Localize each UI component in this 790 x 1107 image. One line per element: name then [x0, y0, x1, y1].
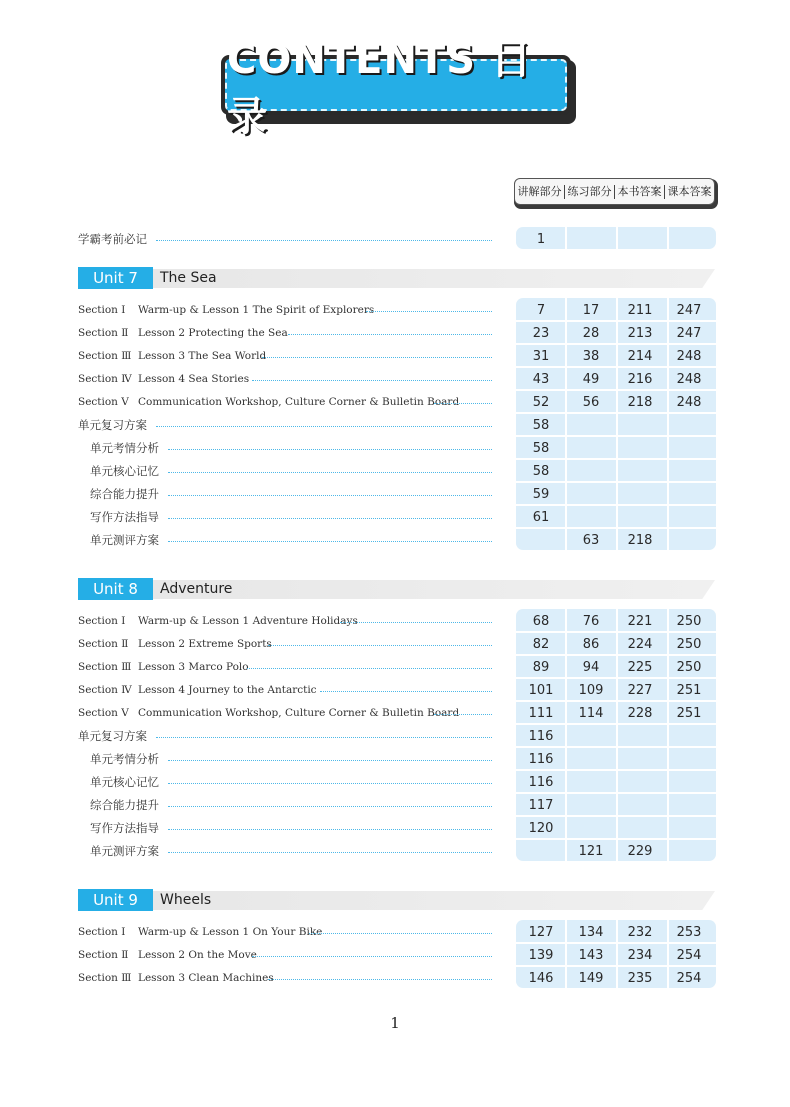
page-number-cell: 86: [582, 637, 600, 652]
section-title: Lesson 4 Sea Stories: [138, 373, 250, 385]
page-title: CONTENTS 目录: [227, 37, 532, 140]
page-number-cell: 121: [578, 844, 604, 859]
page-number-cell: 17: [582, 303, 600, 318]
page-number-cell: 227: [627, 683, 653, 698]
page-number-cell: 52: [532, 395, 550, 410]
section-number: Section Ⅱ: [78, 949, 129, 961]
leader-dots: [168, 806, 492, 807]
leader-dots: [168, 783, 492, 784]
page-number-cell: 250: [676, 660, 702, 675]
page-number-cell: 116: [528, 775, 554, 790]
toc-label: [78, 727, 147, 745]
page-number-cell: 235: [627, 971, 653, 986]
unit-tag: Unit 9: [78, 889, 153, 911]
page-number-cell: 1: [536, 232, 546, 247]
page-number-cell: 82: [532, 637, 550, 652]
toc-entry-label: 单元核心记忆: [90, 464, 159, 478]
leader-dots: [288, 334, 492, 335]
toc-label: [90, 508, 159, 526]
section-number: Section Ⅲ: [78, 350, 132, 362]
page-number-cell: 216: [627, 372, 653, 387]
unit-title: Adventure: [160, 581, 233, 597]
section-title: Communication Workshop, Culture Corner & Bulletin Board: [138, 396, 460, 408]
page-number-cell: 250: [676, 637, 702, 652]
page-number-cell: 59: [532, 487, 550, 502]
column-header: 练习部分: [565, 185, 615, 199]
section-title: Lesson 2 Extreme Sports: [138, 638, 272, 650]
toc-entry-label: 单元复习方案: [78, 729, 147, 743]
page-number-cell: 116: [528, 752, 554, 767]
leader-dots: [309, 933, 492, 934]
section-entry: [78, 923, 322, 941]
toc-entry-label: 综合能力提升: [90, 487, 159, 501]
toc-label: [90, 750, 159, 768]
toc-entry-label: 写作方法指导: [90, 510, 159, 524]
section-entry: [78, 635, 272, 653]
leader-dots: [168, 760, 492, 761]
section-number: Section Ⅱ: [78, 638, 129, 650]
section-title: Communication Workshop, Culture Corner & Bulletin Board: [138, 707, 460, 719]
leader-dots: [434, 714, 492, 715]
page-number-cell: 134: [578, 925, 604, 940]
section-number: Section Ⅰ: [78, 615, 126, 627]
section-entry: [78, 612, 358, 630]
page-number-cell: 89: [532, 660, 550, 675]
page-number-cell: 58: [532, 441, 550, 456]
section-entry: [78, 946, 257, 964]
leader-dots: [268, 979, 492, 980]
page-number-cell: 229: [627, 844, 653, 859]
page-number-cell: 7: [536, 303, 546, 318]
section-entry: [78, 301, 374, 319]
page-number-cell: 214: [627, 349, 653, 364]
toc-label: [78, 230, 147, 248]
page-number-cell: 114: [578, 706, 604, 721]
section-title: Lesson 2 On the Move: [138, 949, 257, 961]
page-number-cell: 143: [578, 948, 604, 963]
page-number-cell: 224: [627, 637, 653, 652]
section-entry: [78, 370, 249, 388]
page-number-cell: 225: [627, 660, 653, 675]
column-headers: [514, 178, 715, 205]
toc-entry-label: 写作方法指导: [90, 821, 159, 835]
page-number-cell: 43: [532, 372, 550, 387]
toc-entry-label: 综合能力提升: [90, 798, 159, 812]
leader-dots: [434, 403, 492, 404]
page-number-cell: 213: [627, 326, 653, 341]
section-title: Warm-up & Lesson 1 The Spirit of Explorers: [138, 304, 375, 316]
section-title: Warm-up & Lesson 1 Adventure Holidays: [138, 615, 358, 627]
toc-label: [90, 796, 159, 814]
page-number-cell: 218: [627, 395, 653, 410]
section-title: Lesson 4 Journey to the Antarctic: [138, 684, 317, 696]
section-title: Lesson 3 Marco Polo: [138, 661, 249, 673]
section-title: Lesson 2 Protecting the Sea: [138, 327, 288, 339]
page-number-cell: 254: [676, 948, 702, 963]
toc-label: [90, 462, 159, 480]
page-number-cell: 149: [578, 971, 604, 986]
page-number-cell: 23: [532, 326, 550, 341]
leader-dots: [168, 518, 492, 519]
leader-dots: [156, 240, 492, 241]
unit-title: Wheels: [160, 892, 212, 908]
leader-dots: [252, 956, 492, 957]
page-number-cell: 111: [528, 706, 554, 721]
page-number-cell: 117: [528, 798, 554, 813]
page-number-cell: 61: [532, 510, 550, 525]
toc-label: [90, 773, 159, 791]
page-number-cell: 28: [582, 326, 600, 341]
column-header: 课本答案: [667, 184, 712, 198]
page-number-cell: 251: [676, 683, 702, 698]
unit-tag: Unit 8: [78, 578, 153, 600]
page-number-cell: 211: [627, 303, 653, 318]
toc-entry-label: 单元测评方案: [90, 844, 159, 858]
section-number: Section Ⅴ: [78, 396, 129, 408]
page-number-cell: 254: [676, 971, 702, 986]
toc-entry-label: 单元复习方案: [78, 418, 147, 432]
page-number-cell: 94: [582, 660, 600, 675]
leader-dots: [156, 426, 492, 427]
section-number: Section Ⅳ: [78, 684, 132, 696]
page-number-cell: 247: [676, 303, 702, 318]
leader-dots: [366, 311, 492, 312]
leader-dots: [168, 495, 492, 496]
toc-label: [90, 842, 159, 860]
page-number-cell: 218: [627, 533, 653, 548]
leader-dots: [168, 829, 492, 830]
page-number-cell: 58: [532, 464, 550, 479]
page-number-cell: 253: [676, 925, 702, 940]
toc-label: [90, 819, 159, 837]
page-number-cell: 120: [528, 821, 554, 836]
section-number: Section Ⅴ: [78, 707, 129, 719]
page-number-cell: 248: [676, 395, 702, 410]
section-title: Lesson 3 The Sea World: [138, 350, 267, 362]
toc-entry-label: 单元考情分析: [90, 752, 159, 766]
page-number-cell: 221: [627, 614, 653, 629]
page-number-cell: 58: [532, 418, 550, 433]
page-number-cell: 139: [528, 948, 554, 963]
section-number: Section Ⅲ: [78, 661, 132, 673]
page-number-cell: 68: [532, 614, 550, 629]
toc-entry-label: 学霸考前必记: [78, 232, 147, 246]
leader-dots: [252, 380, 492, 381]
leader-dots: [156, 737, 492, 738]
leader-dots: [168, 852, 492, 853]
page-number-cell: 248: [676, 372, 702, 387]
section-number: Section Ⅲ: [78, 972, 132, 984]
leader-dots: [247, 668, 492, 669]
page-number-cell: 31: [532, 349, 550, 364]
leader-dots: [262, 357, 492, 358]
section-number: Section Ⅰ: [78, 304, 126, 316]
unit-tag: Unit 7: [78, 267, 153, 289]
section-title: Lesson 3 Clean Machines: [138, 972, 274, 984]
page-number-cell: 146: [528, 971, 554, 986]
section-number: Section Ⅳ: [78, 373, 132, 385]
section-entry: [78, 681, 317, 699]
page-number-cell: 251: [676, 706, 702, 721]
page-number-cell: 76: [582, 614, 600, 629]
page-number-cell: 49: [582, 372, 600, 387]
section-entry: [78, 347, 266, 365]
page-number-cell: 232: [627, 925, 653, 940]
page-number-cell: 56: [582, 395, 600, 410]
column-header: 讲解部分: [515, 185, 565, 199]
page-number-cell: 116: [528, 729, 554, 744]
toc-entry-label: 单元核心记忆: [90, 775, 159, 789]
page-number-cell: 247: [676, 326, 702, 341]
page-number-cell: 250: [676, 614, 702, 629]
title-banner: [221, 37, 571, 140]
page-number-cell: 228: [627, 706, 653, 721]
toc-entry-label: 单元考情分析: [90, 441, 159, 455]
leader-dots: [168, 541, 492, 542]
section-number: Section Ⅰ: [78, 926, 126, 938]
toc-label: [90, 485, 159, 503]
section-entry: [78, 393, 459, 411]
section-entry: [78, 969, 274, 987]
toc-entry-label: 单元测评方案: [90, 533, 159, 547]
page-number-cell: 63: [582, 533, 600, 548]
leader-dots: [168, 449, 492, 450]
page-number-cell: 127: [528, 925, 554, 940]
leader-dots: [168, 472, 492, 473]
unit-title: The Sea: [160, 270, 217, 286]
toc-label: [90, 439, 159, 457]
page-number-cell: 101: [528, 683, 554, 698]
toc-label: [78, 416, 147, 434]
column-header: 本书答案: [615, 185, 665, 199]
section-entry: [78, 658, 249, 676]
page-number-cell: 248: [676, 349, 702, 364]
page-number-cell: 109: [578, 683, 604, 698]
page-number: 1: [390, 1014, 400, 1032]
page-number-cell: 234: [627, 948, 653, 963]
leader-dots: [320, 691, 492, 692]
section-entry: [78, 704, 459, 722]
toc-label: [90, 531, 159, 549]
leader-dots: [268, 645, 492, 646]
section-title: Warm-up & Lesson 1 On Your Bike: [138, 926, 323, 938]
leader-dots: [340, 622, 492, 623]
page-number-cell: 38: [582, 349, 600, 364]
section-entry: [78, 324, 288, 342]
section-number: Section Ⅱ: [78, 327, 129, 339]
